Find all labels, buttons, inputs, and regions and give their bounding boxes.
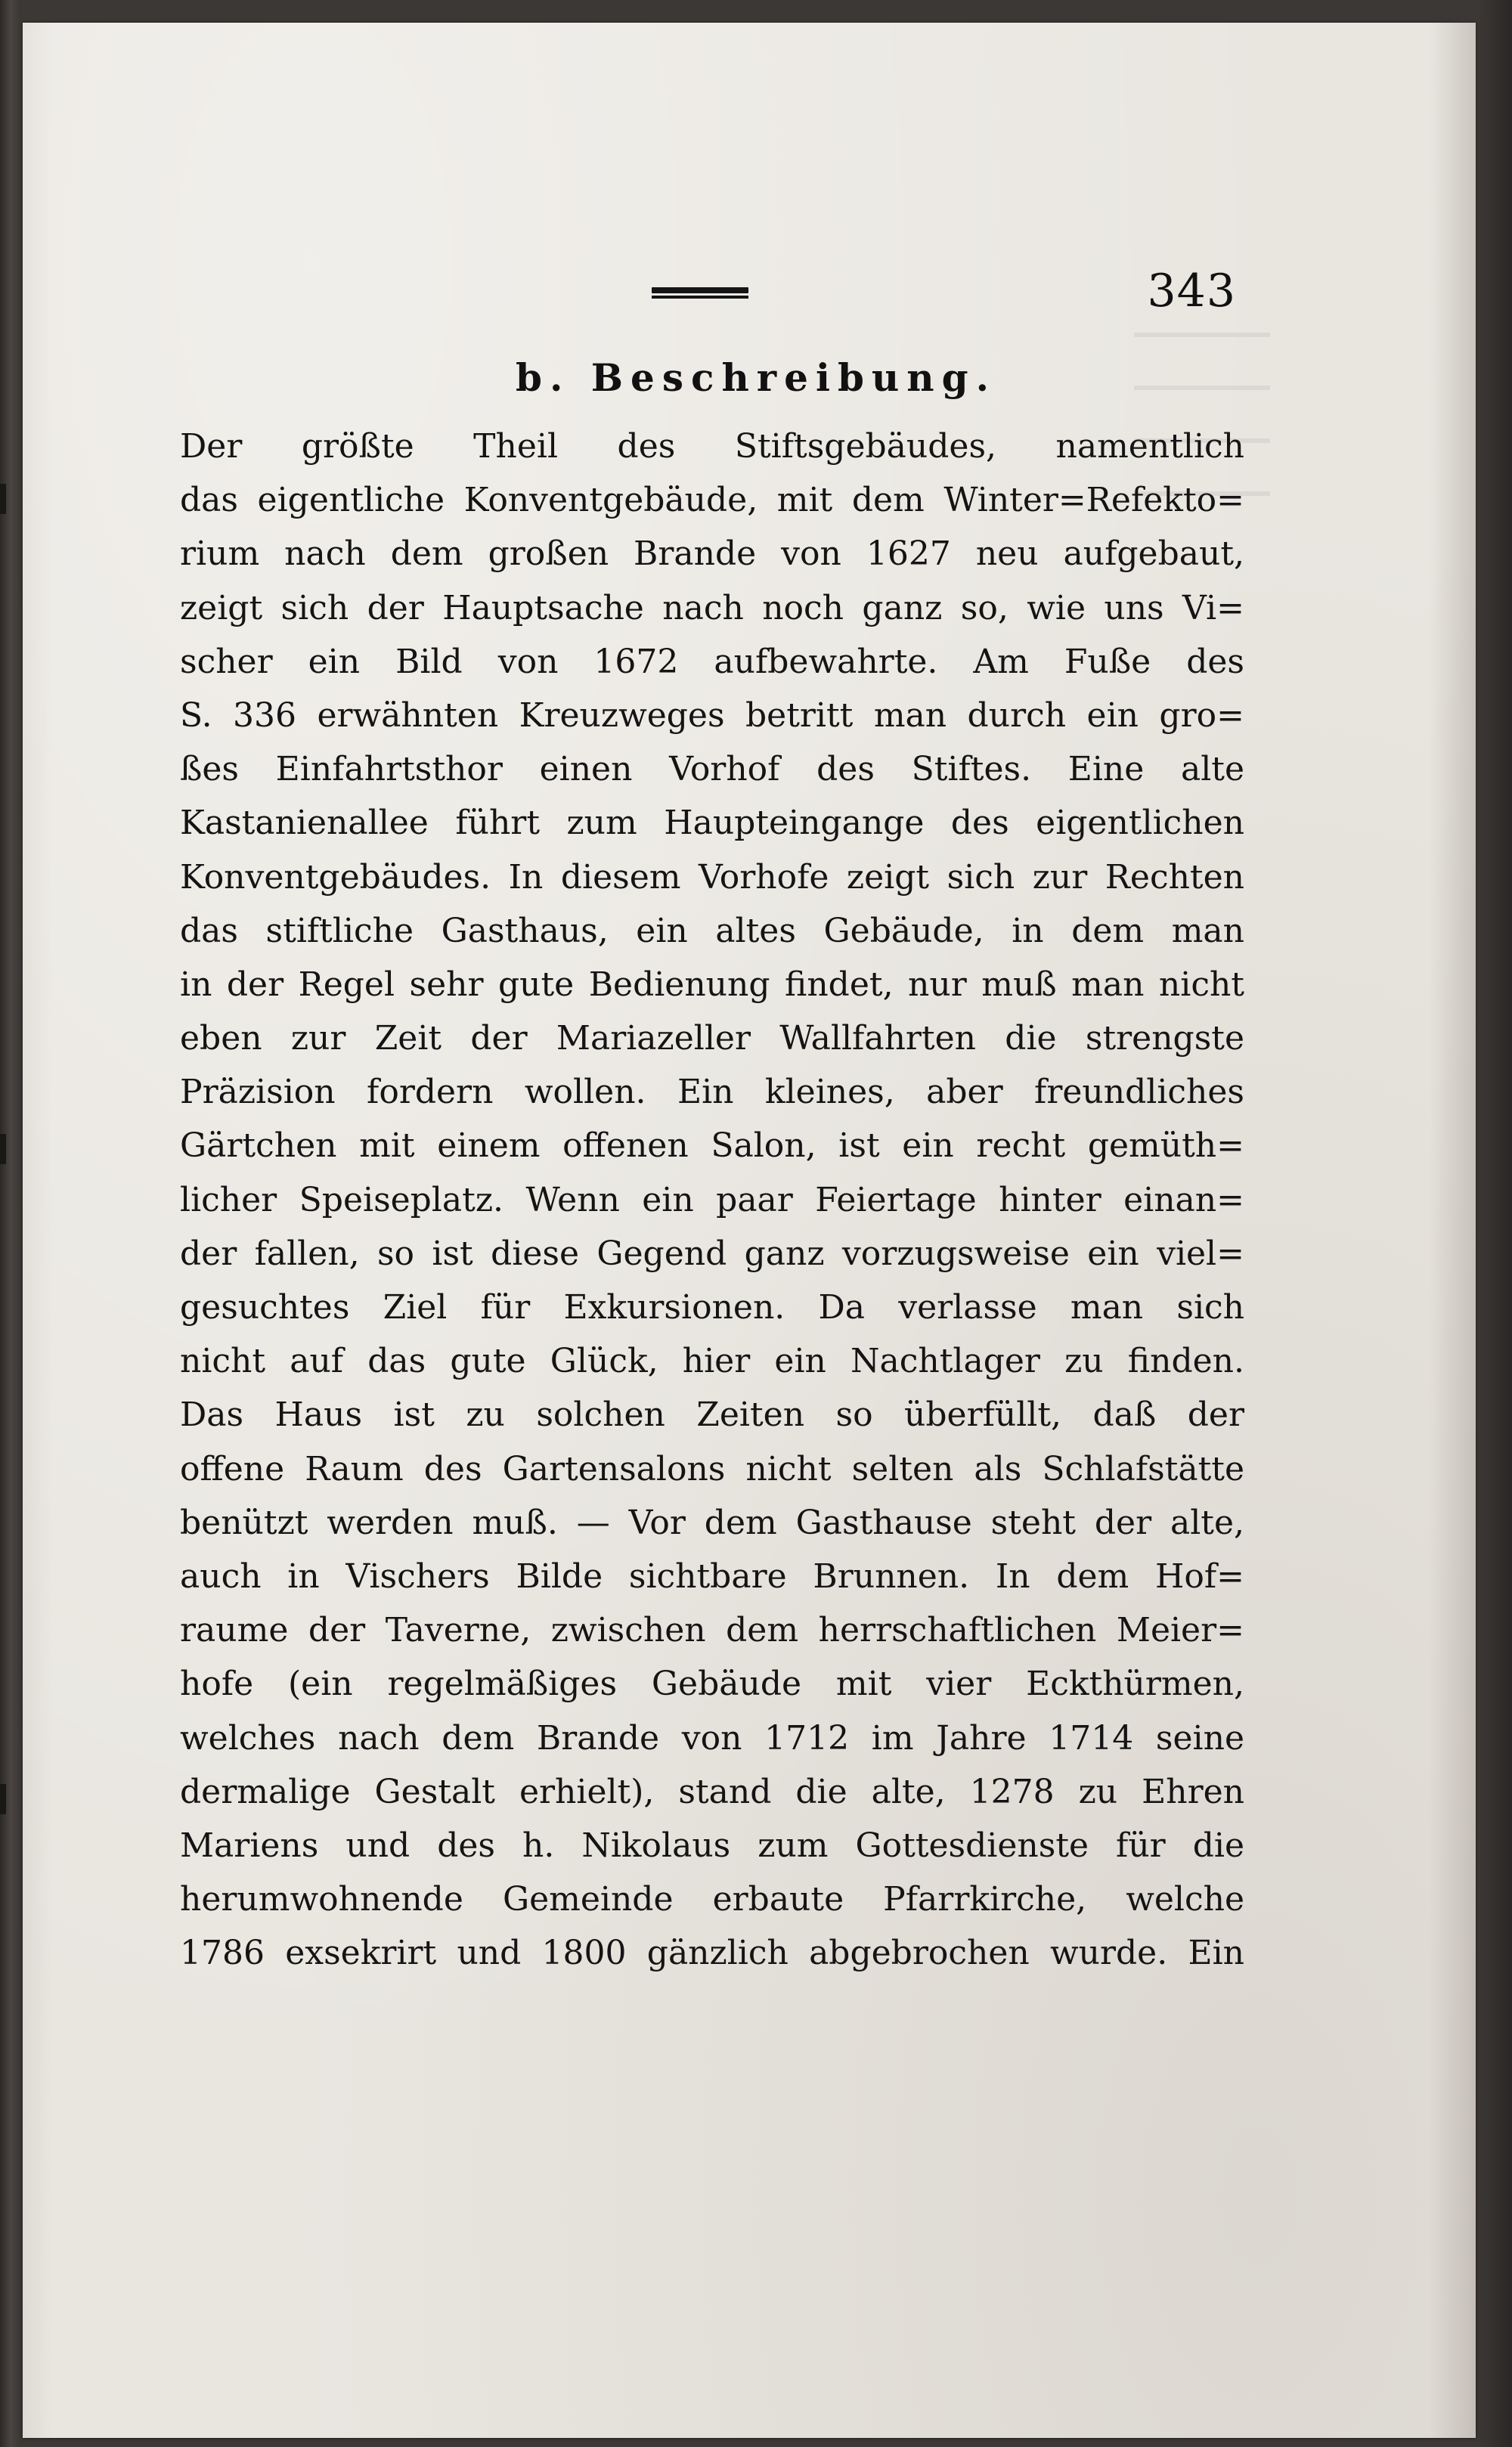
text-line: Gärtchen mit einem offenen Salon, ist ein recht gemüth= [180,1126,1244,1166]
text-line: das stiftliche Gasthaus, ein altes Gebäude, in dem man [180,911,1244,950]
edge-mark [0,484,6,514]
edge-mark [0,1134,6,1164]
text-line: scher ein Bild von 1672 aufbewahrte. Am Fuße des [180,642,1244,681]
body-text [180,420,1244,1980]
text-line: eben zur Zeit der Mariazeller Wallfahrten die strengste [180,1019,1244,1058]
text-line: gesuchtes Ziel für Exkursionen. Da verlasse man sich [180,1288,1244,1327]
text-line: 1786 exsekrirt und 1800 gänzlich abgebrochen wurde. Ein [180,1934,1244,1973]
text-line: Konventgebäudes. In diesem Vorhofe zeigt sich zur Rechten [180,857,1244,897]
page-number: 343 [1147,265,1236,317]
text-line: offene Raum des Gartensalons nicht selten als Schlafstätte [180,1449,1244,1488]
text-line: der fallen, so ist diese Gegend ganz vorzugsweise ein viel= [180,1234,1244,1273]
text-line: rium nach dem großen Brande von 1627 neu aufgebaut, [180,534,1244,574]
text-line: Das Haus ist zu solchen Zeiten so überfüllt, daß der [180,1395,1244,1435]
header-rule [652,286,748,301]
edge-mark [0,1784,6,1814]
text-line: Mariens und des h. Nikolaus zum Gottesdienste für die [180,1826,1244,1865]
text-line: S. 336 erwähnten Kreuzweges betritt man durch ein gro= [180,695,1244,735]
text-line: Präzision fordern wollen. Ein kleines, aber freundliches [180,1073,1244,1112]
text-line: dermalige Gestalt erhielt), stand die alte, 1278 zu Ehren [180,1772,1244,1811]
header-rule-thin [652,296,748,299]
text-line: in der Regel sehr gute Bedienung findet, nur muß man nicht [180,965,1244,1004]
text-line: auch in Vischers Bilde sichtbare Brunnen. In dem Hof= [180,1556,1244,1596]
text-line: hofe (ein regelmäßiges Gebäude mit vier Eckthürmen, [180,1665,1244,1704]
text-line: zeigt sich der Hauptsache nach noch ganz so, wie uns Vi= [180,588,1244,627]
text-line: das eigentliche Konventgebäude, mit dem Winter=Refekto= [180,481,1244,520]
text-line: ßes Einfahrtsthor einen Vorhof des Stiftes. Eine alte [180,750,1244,789]
text-line: raume der Taverne, zwischen dem herrschaftlichen Meier= [180,1611,1244,1650]
section-heading: b. Beschreibung. [516,355,996,400]
text-line: benützt werden muß. — Vor dem Gasthause steht der alte, [180,1503,1244,1542]
text-line: welches nach dem Brande von 1712 im Jahre 1714 seine [180,1718,1244,1758]
text-line: licher Speiseplatz. Wenn ein paar Feiertage hinter einan= [180,1180,1244,1219]
text-line: Der größte Theil des Stiftsgebäudes, namentlich [180,427,1244,466]
text-line: Kastanienallee führt zum Haupteingange des eigentlichen [180,804,1244,843]
text-line: nicht auf das gute Glück, hier ein Nachtlager zu finden. [180,1342,1244,1381]
text-line: herumwohnende Gemeinde erbaute Pfarrkirche, welche [180,1880,1244,1919]
header-rule-thick [652,287,748,293]
